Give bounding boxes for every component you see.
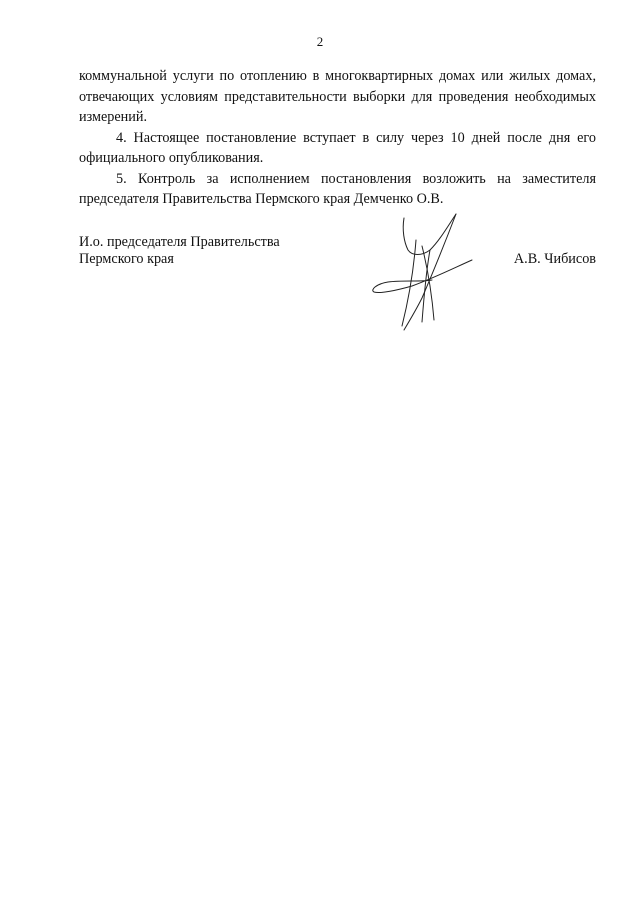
page-number: 2 xyxy=(316,34,324,49)
document-body xyxy=(79,66,596,210)
signatory-name: А.В. Чибисов xyxy=(513,251,596,267)
paragraph-item-4: 4. Настоящее постановление вступает в силу через 10 дней после дня его официального опубликования. xyxy=(79,129,596,166)
signatory-position xyxy=(79,234,280,268)
signatory-position-line-1: И.о. председателя Правительства xyxy=(79,234,280,250)
paragraph-continuation: коммунальной услуги по отоплению в многоквартирных домах или жилых домах, отвечающих условиям представительности выборки для проведения необходимых измерений. xyxy=(79,68,596,125)
paragraph-item-5: 5. Контроль за исполнением постановления возложить на заместителя председателя Правительства Пермского края Демченко О.В. xyxy=(79,170,596,207)
signatory-position-line-2: Пермского края xyxy=(79,251,174,267)
handwritten-signature xyxy=(368,210,480,334)
